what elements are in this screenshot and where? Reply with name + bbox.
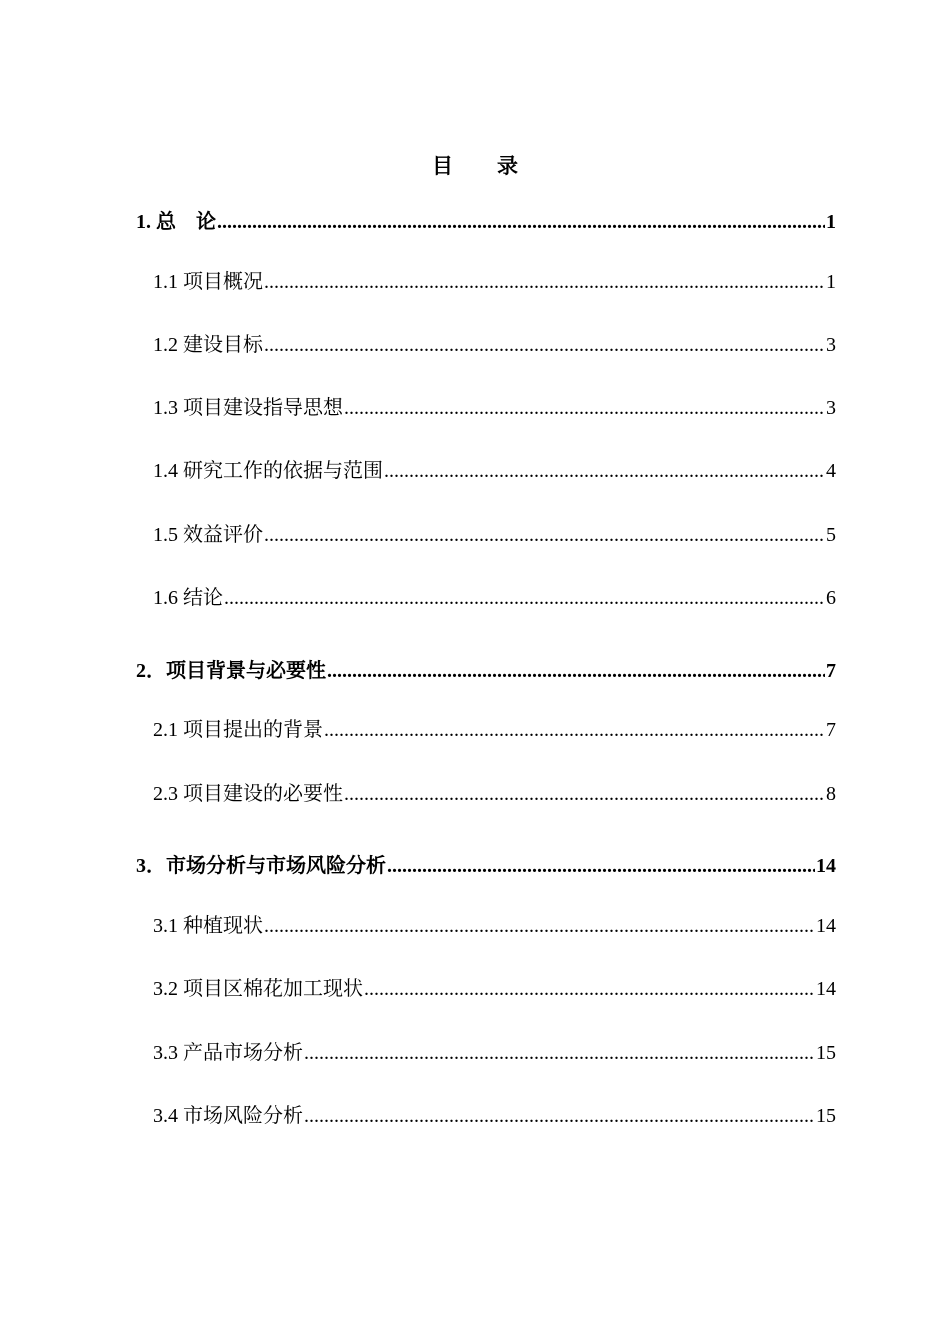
toc-entry-page: 3 bbox=[826, 397, 836, 419]
toc-entry-page: 14 bbox=[816, 978, 836, 1000]
toc-entry-2-3[interactable] bbox=[153, 781, 836, 807]
toc-dot-leader bbox=[264, 269, 825, 295]
toc-dot-leader bbox=[217, 209, 825, 235]
toc-entry-1-1[interactable] bbox=[153, 269, 836, 295]
toc-entry-label: 2.1 项目提出的背景 bbox=[153, 719, 323, 741]
toc-entry-1-2[interactable] bbox=[153, 332, 836, 358]
toc-dot-leader bbox=[384, 458, 825, 484]
toc-entry-page: 5 bbox=[826, 524, 836, 546]
toc-entry-1-6[interactable] bbox=[153, 585, 836, 611]
toc-entry-page: 15 bbox=[816, 1105, 836, 1127]
toc-entry-page: 1 bbox=[826, 211, 836, 233]
toc-dot-leader bbox=[224, 585, 825, 611]
toc-entry-page: 1 bbox=[826, 271, 836, 293]
toc-dot-leader bbox=[324, 717, 825, 743]
toc-entry-label: 3．市场分析与市场风险分析 bbox=[136, 855, 386, 877]
toc-entry-3-3[interactable] bbox=[153, 1040, 836, 1066]
toc-entry-3-2[interactable] bbox=[153, 976, 836, 1002]
toc-title-left: 目 bbox=[432, 154, 453, 178]
toc-entry-label: 1.4 研究工作的依据与范围 bbox=[153, 460, 383, 482]
toc-entry-2-1[interactable] bbox=[153, 717, 836, 743]
toc-dot-leader bbox=[304, 1040, 815, 1066]
toc-entry-page: 7 bbox=[826, 660, 836, 682]
toc-entry-page: 7 bbox=[826, 719, 836, 741]
toc-entry-label: 1.6 结论 bbox=[153, 587, 223, 609]
toc-entry-3-1[interactable] bbox=[153, 913, 836, 939]
toc-entry-3-4[interactable] bbox=[153, 1103, 836, 1129]
toc-dot-leader bbox=[264, 332, 825, 358]
toc-entry-label: 3.4 市场风险分析 bbox=[153, 1105, 303, 1127]
toc-entry-1-5[interactable] bbox=[153, 522, 836, 548]
toc-dot-leader bbox=[327, 658, 825, 684]
toc-entry-2[interactable] bbox=[136, 658, 836, 684]
toc-entry-1-4[interactable] bbox=[153, 458, 836, 484]
toc-entry-page: 14 bbox=[816, 915, 836, 937]
toc-dot-leader bbox=[344, 781, 825, 807]
toc-entry-label: 2.3 项目建设的必要性 bbox=[153, 783, 343, 805]
toc-dot-leader bbox=[344, 395, 825, 421]
toc-entry-page: 15 bbox=[816, 1042, 836, 1064]
toc-entry-1-3[interactable] bbox=[153, 395, 836, 421]
toc-entry-page: 6 bbox=[826, 587, 836, 609]
toc-entry-label: 1.2 建设目标 bbox=[153, 334, 263, 356]
toc-entry-label: 1. 总 论 bbox=[136, 211, 216, 233]
toc-title-right: 录 bbox=[497, 154, 518, 178]
toc-entry-page: 4 bbox=[826, 460, 836, 482]
toc-dot-leader bbox=[387, 853, 815, 879]
toc-dot-leader bbox=[264, 913, 815, 939]
toc-entry-label: 2．项目背景与必要性 bbox=[136, 660, 326, 682]
toc-entry-3[interactable] bbox=[136, 853, 836, 879]
toc-dot-leader bbox=[364, 976, 815, 1002]
toc-entry-label: 3.1 种植现状 bbox=[153, 915, 263, 937]
toc-entry-label: 1.3 项目建设指导思想 bbox=[153, 397, 343, 419]
toc-entry-1[interactable] bbox=[136, 209, 836, 235]
toc-dot-leader bbox=[264, 522, 825, 548]
toc-entry-label: 3.3 产品市场分析 bbox=[153, 1042, 303, 1064]
toc-entry-label: 3.2 项目区棉花加工现状 bbox=[153, 978, 363, 1000]
toc-entry-label: 1.1 项目概况 bbox=[153, 271, 263, 293]
toc-entry-label: 1.5 效益评价 bbox=[153, 524, 263, 546]
toc-entry-page: 8 bbox=[826, 783, 836, 805]
toc-entry-page: 3 bbox=[826, 334, 836, 356]
toc-dot-leader bbox=[304, 1103, 815, 1129]
toc-entry-page: 14 bbox=[816, 855, 836, 877]
